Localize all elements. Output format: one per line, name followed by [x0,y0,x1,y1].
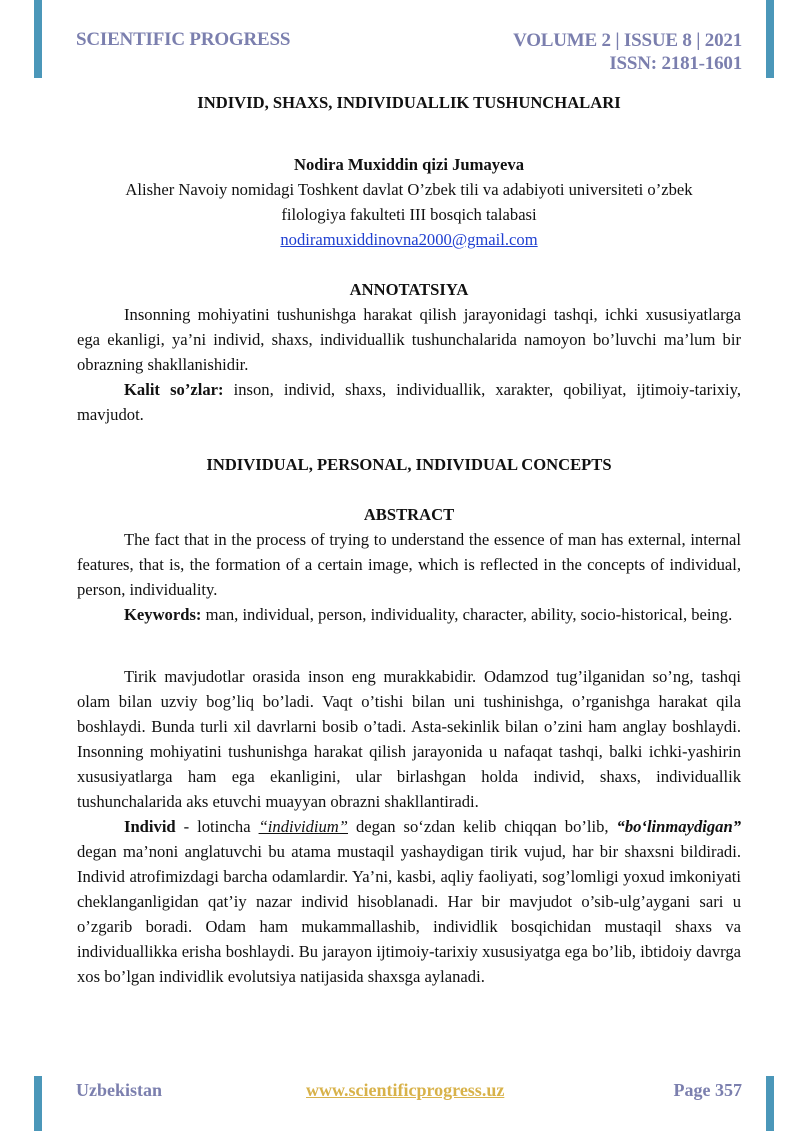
term-individ: Individ [124,817,176,836]
author-affiliation-line2: filologiya fakulteti III bosqich talabasi [281,205,537,224]
author-email-link[interactable]: nodiramuxiddinovna2000@gmail.com [280,230,538,249]
abstract-keywords [77,602,741,627]
annotation-keywords [77,377,741,427]
para2-text-c: degan ma’noni anglatuvchi bu atama mustaqil yashaydigan tirik vujud, har bir shaxsni bildiradi. Individ atrofimizdagi barcha odamlardir. Ya’ni, kasbi, aqliy faoliyati, sog’lomligi yoxud imkoniyati cheklanganligidan qat’iy nazar individ hisoblanadi. Har bir mavjudot o’sib-ulg’aygani sari u o’zgarib boradi. Odam ham mukammallashib, individlik bosqichidan mustaqil shaxs va individuallikka erisha boshlaydi. Bu jarayon ijtimoiy-tarixiy xususiyatga ega bo’lib, ibtidoiy davrga xos bo’lgan individlik evolutsiya natijasida shaxsga aylanadi. [77,842,741,986]
author-affiliation-line1: Alisher Navoiy nomidagi Toshkent davlat O’zbek tili va adabiyoti universiteti o’zbek [125,180,693,199]
corner-bar-bottom-left [34,1076,42,1131]
issn: ISSN: 2181-1601 [609,53,742,74]
abstract-text: The fact that in the process of trying to understand the essence of man has external, internal features, that is, the formation of a certain image, which is reflected in the concepts of individual, person, individuality. [77,530,741,599]
volume-issue-year: VOLUME 2 | ISSUE 8 | 2021 [513,30,742,51]
body-paragraph-1: Tirik mavjudotlar orasida inson eng murakkabidir. Odamzod tug’ilganidan so’ng, tashqi olam bilan uzviy bog’liq bo’ladi. Vaqt o’tishi bilan uni tushinishga, o’rganishga harakat qila boshlaydi. Bunda turli xil davrlarni bosib o’tadi. Asta-sekinlik bilan o’zini ham anglay boshlaydi. Insonning mohiyatini tushunishga harakat qilish jarayonida u nafaqat tashqi, balki ichki-yashirin xususiyatlarga ham ega ekanligini, ular birlashgan holda individ, shaxs, individuallik tushunchalarida aks etuvchi muayyan obrazni shakllantiradi. [77,667,741,811]
footer-country: Uzbekistan [76,1080,163,1100]
para2-text-b: degan so‘zdan kelib chiqqan bo’lib, [348,817,617,836]
keywords-label-uz: Kalit so’zlar: [124,380,224,399]
article-title-en: INDIVIDUAL, PERSONAL, INDIVIDUAL CONCEPTS [206,455,612,474]
journal-name: SCIENTIFIC PROGRESS [76,29,291,50]
meaning-term: “bo‘linmaydigan” [616,817,741,836]
keywords-label-en: Keywords: [124,605,202,624]
keywords-uz: inson, individ, shaxs, individuallik, xarakter, qobiliyat, ijtimoiy-tarixiy, mavjudot. [77,380,742,424]
footer-page-number: Page 357 [673,1080,742,1100]
article-title-uz: INDIVID, SHAXS, INDIVIDUALLIK TUSHUNCHALARI [197,93,621,112]
corner-bar-top-left [34,0,42,78]
corner-bar-bottom-right [766,1076,774,1131]
body-paragraph-2 [77,814,741,989]
para2-text-a: - lotincha [175,817,259,836]
annotation-text: Insonning mohiyatini tushunishga harakat qilish jarayonidagi tashqi, ichki xususiyatlarga ega ekanligi, ya’ni individ, shaxs, individuallik tushunchalarida namoyon bo’luvchi ma’lum bir obrazning shakllanishidir. [77,305,741,374]
article-content [77,90,741,989]
annotation-heading: ANNOTATSIYA [349,280,469,299]
footer-website-link[interactable]: www.scientificprogress.uz [306,1080,505,1100]
abstract-heading: ABSTRACT [363,505,455,524]
author-name: Nodira Muxiddin qizi Jumayeva [293,155,525,174]
keywords-en: man, individual, person, individuality, character, ability, socio-historical, being. [201,605,733,624]
issue-info [513,29,742,75]
latin-term: “individium” [258,817,348,836]
corner-bar-top-right [766,0,774,78]
